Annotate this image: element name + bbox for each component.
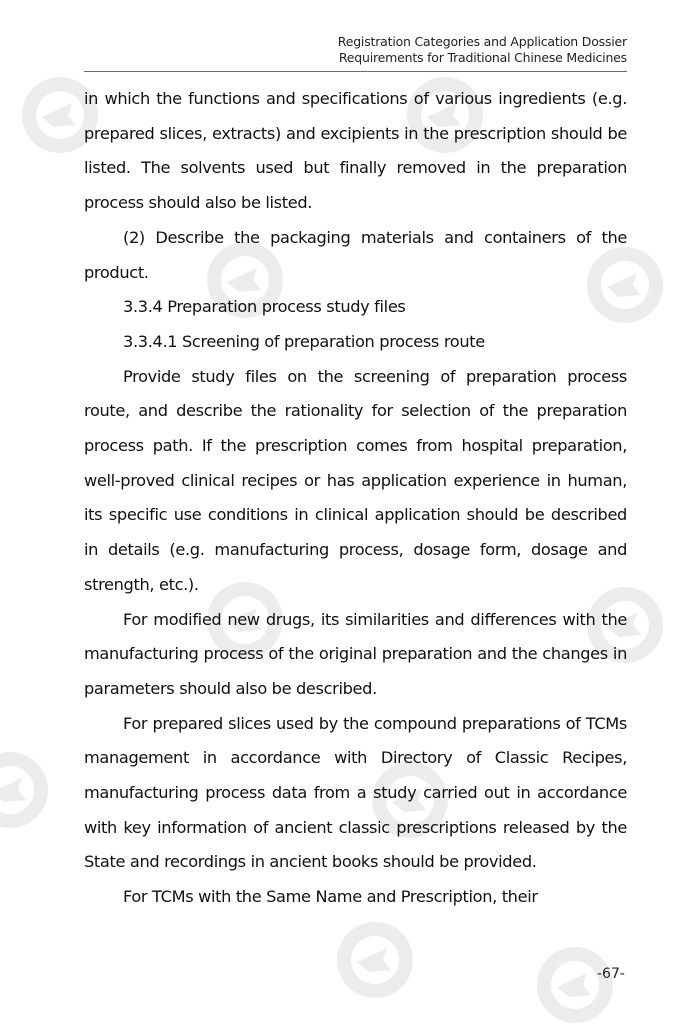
paragraph: For TCMs with the Same Name and Prescription, their bbox=[123, 887, 538, 907]
page-number: -67- bbox=[597, 966, 625, 982]
section-heading: 3.3.4 Preparation process study files bbox=[123, 297, 406, 317]
header-line-2: Requirements for Traditional Chinese Medicines bbox=[338, 50, 627, 65]
header-line-1: Registration Categories and Application Dossier bbox=[337, 34, 627, 49]
paragraph: in which the functions and specifications of various ingredients (e.g. prepared slices, extracts) and excipients in the prescription should be listed. The solvents used but finally removed in the preparation process should also be listed. bbox=[84, 89, 627, 213]
paragraph: For prepared slices used by the compound preparations of TCMs management in accordance with Directory of Classic Recipes, manufacturing process data from a study carried out in accordance with key information of ancient classic prescriptions released by the State and recordings in ancient books should be provided. bbox=[84, 713, 627, 872]
ccfdie-seal-icon bbox=[335, 920, 415, 1000]
subsection-heading: 3.3.4.1 Screening of preparation process route bbox=[123, 331, 485, 351]
ccfdie-seal-icon bbox=[535, 945, 615, 1025]
paragraph: Provide study files on the screening of preparation process route, and describe the rationality for selection of the preparation process path. If the prescription comes from hospital preparation, well-proved clinical recipes or has application experience in human, its specific use conditions in clinical application should be described in details (e.g. manufacturing process, dosage form, dosage and strength, etc.). bbox=[84, 366, 627, 594]
body-text bbox=[84, 82, 627, 915]
paragraph: For modified new drugs, its similarities and differences with the manufacturing process of the original preparation and the changes in parameters should also be described. bbox=[84, 609, 627, 698]
paragraph: (2) Describe the packaging materials and containers of the product. bbox=[84, 227, 627, 282]
header-divider bbox=[84, 71, 627, 72]
running-header bbox=[338, 34, 627, 66]
ccfdie-seal-icon bbox=[0, 750, 50, 830]
